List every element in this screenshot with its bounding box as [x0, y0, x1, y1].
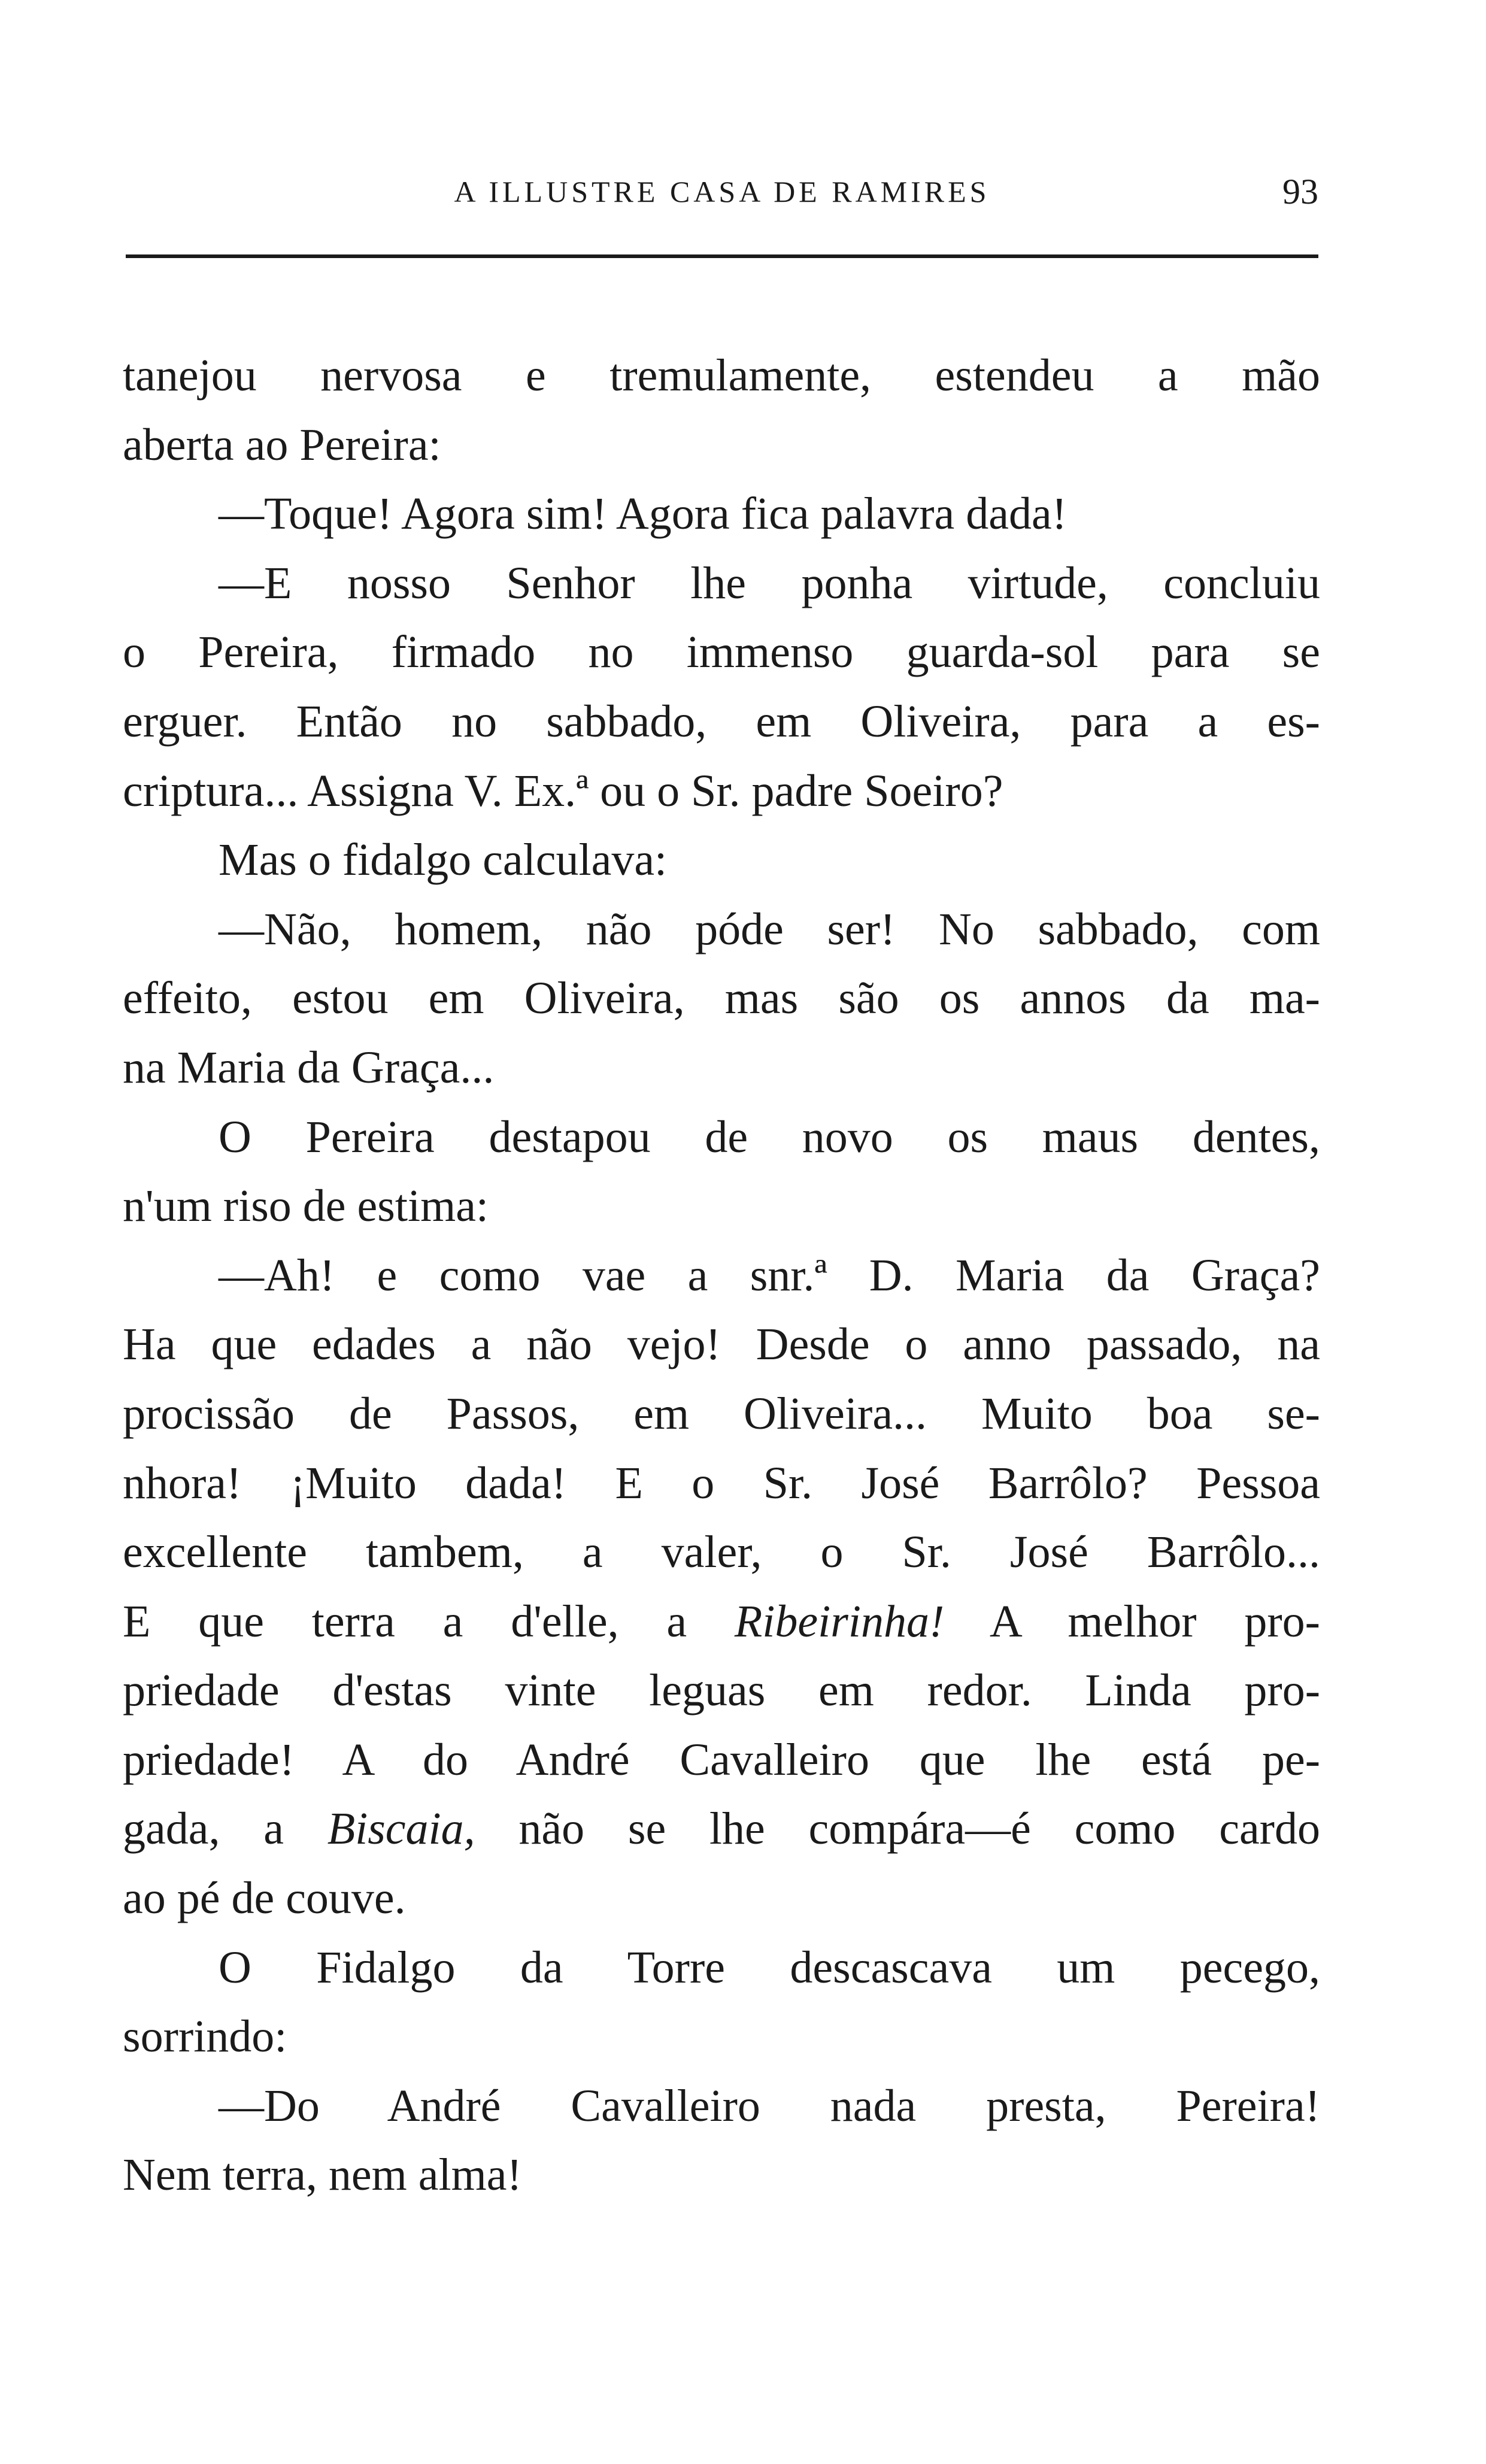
- text-line: [123, 687, 1320, 757]
- text-line: [123, 1795, 1320, 1864]
- text-segment: —Do André Cavalleiro nada presta, Pereira!: [219, 2080, 1320, 2131]
- text-line: [123, 1726, 1320, 1795]
- text-segment: gada, a: [123, 1804, 327, 1854]
- text-line: [123, 826, 1320, 895]
- text-line: [123, 1933, 1320, 2003]
- body-text: [123, 341, 1320, 2210]
- text-line: [123, 1449, 1320, 1519]
- italic-place-name: Biscaia,: [327, 1804, 475, 1854]
- text-line: [123, 1034, 1320, 1103]
- page-number: 93: [1282, 172, 1318, 211]
- text-segment: ao pé de couve.: [123, 1873, 406, 1924]
- text-segment: procissão de Passos, em Oliveira... Muito boa se-: [123, 1388, 1320, 1439]
- text-line: [123, 1380, 1320, 1449]
- text-segment: A melhor pro-: [944, 1596, 1320, 1647]
- text-line: [123, 1587, 1320, 1657]
- text-segment: effeito, estou em Oliveira, mas são os annos da ma-: [123, 973, 1320, 1024]
- text-segment: O Pereira destapou de novo os maus dentes,: [219, 1111, 1320, 1162]
- text-segment: erguer. Então no sabbado, em Oliveira, para a es-: [123, 696, 1320, 747]
- text-line: [123, 1241, 1320, 1311]
- running-head: [126, 171, 1318, 213]
- text-line: [123, 757, 1320, 826]
- text-segment: excellente tambem, a valer, o Sr. José Barrôlo...: [123, 1527, 1320, 1578]
- text-segment: —E nosso Senhor lhe ponha virtude, concluiu: [219, 557, 1320, 608]
- text-line: [123, 480, 1320, 549]
- text-line: [123, 1172, 1320, 1241]
- text-segment: Ha que edades a não vejo! Desde o anno passado, na: [123, 1319, 1320, 1370]
- text-segment: criptura... Assigna V. Ex.ª ou o Sr. padre Soeiro?: [123, 765, 1003, 816]
- text-line: [123, 2002, 1320, 2072]
- running-title: A ILLUSTRE CASA DE RAMIRES: [454, 175, 990, 208]
- text-segment: —Toque! Agora sim! Agora fica palavra dada!: [219, 489, 1068, 540]
- text-line: [123, 341, 1320, 411]
- text-line: [123, 1656, 1320, 1726]
- text-segment: E que terra a d'elle, a: [123, 1596, 735, 1647]
- text-line: [123, 1310, 1320, 1380]
- text-segment: o Pereira, firmado no immenso guarda-sol para se: [123, 627, 1320, 678]
- text-line: [123, 2141, 1320, 2210]
- text-segment: não se lhe compára—é como cardo: [475, 1804, 1320, 1854]
- text-line: [123, 411, 1320, 480]
- text-line: [123, 2072, 1320, 2141]
- header-rule: [126, 254, 1318, 258]
- text-segment: priedade d'estas vinte leguas em redor. Linda pro-: [123, 1665, 1320, 1716]
- text-segment: Mas o fidalgo calculava:: [219, 835, 668, 886]
- text-line: [123, 549, 1320, 619]
- text-segment: n'um riso de estima:: [123, 1181, 489, 1232]
- text-segment: —Ah! e como vae a snr.ª D. Maria da Graça?: [219, 1250, 1320, 1301]
- text-segment: sorrindo:: [123, 2011, 287, 2062]
- text-segment: Nem terra, nem alma!: [123, 2150, 522, 2201]
- text-line: [123, 1518, 1320, 1587]
- text-segment: O Fidalgo da Torre descascava um pecego,: [219, 1942, 1320, 1993]
- text-line: [123, 1103, 1320, 1172]
- text-line: [123, 1864, 1320, 1933]
- text-line: [123, 964, 1320, 1034]
- text-segment: —Não, homem, não póde ser! No sabbado, com: [219, 904, 1320, 954]
- text-segment: nhora! ¡Muito dada! E o Sr. José Barrôlo? Pessoa: [123, 1457, 1320, 1508]
- text-segment: priedade! A do André Cavalleiro que lhe está pe-: [123, 1734, 1320, 1785]
- italic-place-name: Ribeirinha!: [734, 1596, 945, 1647]
- text-segment: na Maria da Graça...: [123, 1042, 495, 1093]
- text-segment: aberta ao Pereira:: [123, 419, 441, 470]
- text-segment: tanejou nervosa e tremulamente, estendeu a mão: [123, 350, 1320, 401]
- text-line: [123, 895, 1320, 965]
- text-line: [123, 618, 1320, 687]
